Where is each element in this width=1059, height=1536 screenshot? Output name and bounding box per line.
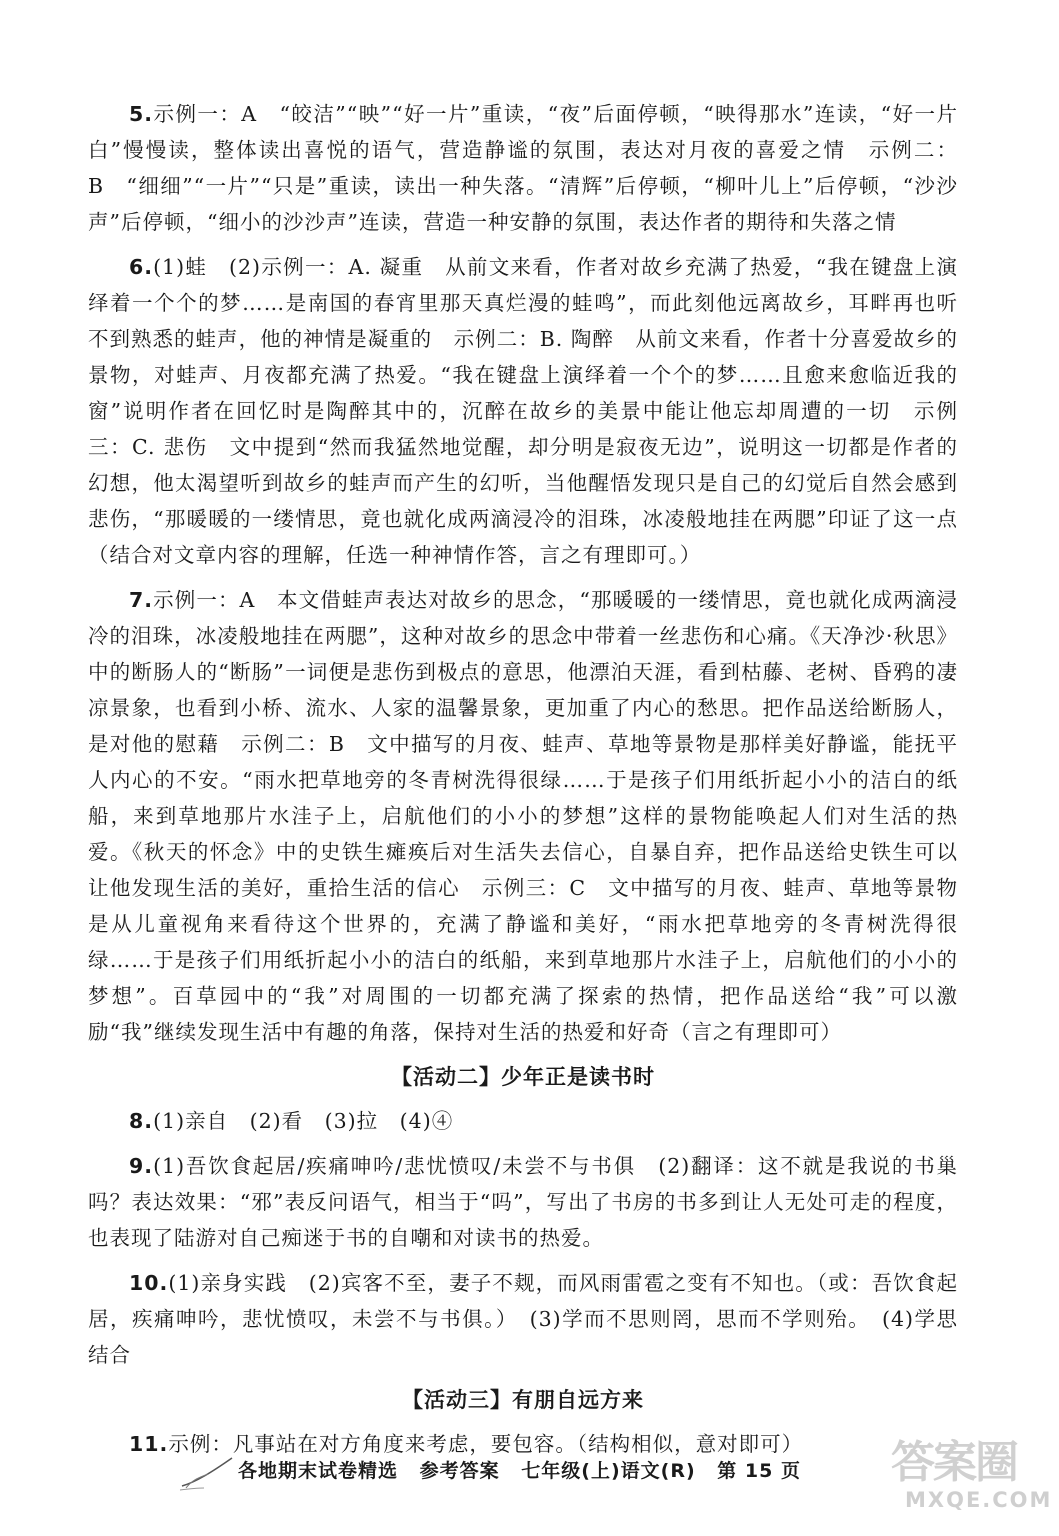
watermark-logo: 答案圈 xyxy=(891,1437,1017,1488)
answer-number: 8. xyxy=(129,1109,154,1133)
watermark-url: MXQE.COM xyxy=(905,1488,1053,1512)
footer-page-number: 第 15 页 xyxy=(717,1460,801,1482)
quill-icon xyxy=(178,1452,238,1492)
answer-text: 示例一：A “皎洁”“映”“好一片”重读，“夜”后面停顿，“映得那水”连读，“好一片白”慢慢读，整体读出喜悦的语气，营造静谧的氛围，表达对月夜的喜爱之情 示例二：B “细细”“一片”“只是”重读，读出一种失落。“清辉”后停顿，“柳叶儿上”后停顿，“沙沙声”后停顿，“细小的沙沙声”连读，营造一种安静的氛围，表达作者的期待和失落之情 xyxy=(88,102,958,234)
answer-number: 6. xyxy=(129,255,154,279)
answer-text: (1)吾饮食起居/疾痛呻吟/悲忧愤叹/未尝不与书俱 (2)翻译：这不就是我说的书巢吗？表达效果：“邪”表反问语气，相当于“吗”，写出了书房的书多到让人无处可走的程度，也表现了陆游对自己痴迷于书的自嘲和对读书的热爱。 xyxy=(88,1154,958,1250)
footer-grade: 七年级(上)语文(R) xyxy=(521,1460,696,1482)
answer-7 xyxy=(88,582,958,1050)
answer-5 xyxy=(88,96,958,240)
answer-text: 示例：凡事站在对方角度来考虑，要包容。（结构相似，意对即可） xyxy=(168,1432,804,1456)
answer-number: 7. xyxy=(129,588,154,612)
answer-text: (1)蛙 (2)示例一：A. 凝重 从前文来看，作者对故乡充满了热爱，“我在键盘上演绎着一个个的梦……是南国的春宵里那天真烂漫的蛙鸣”，而此刻他远离故乡，耳畔再也听不到熟悉的蛙声，他的神情是凝重的 示例二：B. 陶醉 从前文来看，作者十分喜爱故乡的景物，对蛙声、月夜都充满了热爱。“我在键盘上演绎着一个个的梦……且愈来愈临近我的窗”说明作者在回忆时是陶醉其中的，沉醉在故乡的美景中能让他忘却周遭的一切 示例三：C. 悲伤 文中提到“然而我猛然地觉醒，却分明是寂夜无边”，说明这一切都是作者的幻想，他太渴望听到故乡的蛙声而产生的幻听，当他醒悟发现只是自己的幻觉后自然会感到悲伤，“那暖暖的一缕情思，竟也就化成两滴浸冷的泪珠，冰凌般地挂在两腮”印证了这一点（结合对文章内容的理解，任选一种神情作答，言之有理即可。） xyxy=(88,255,958,567)
answer-number: 5. xyxy=(129,102,154,126)
answer-number: 9. xyxy=(129,1154,154,1178)
footer-section: 参考答案 xyxy=(419,1460,500,1482)
answer-text: 示例一：A 本文借蛙声表达对故乡的思念，“那暖暖的一缕情思，竟也就化成两滴浸冷的泪珠，冰凌般地挂在两腮”，这种对故乡的思念中带着一丝悲伤和心痛。《天净沙·秋思》中的断肠人的“断肠”一词便是悲伤到极点的意思，他漂泊天涯，看到枯藤、老树、昏鸦的凄凉景象，也看到小桥、流水、人家的温馨景象，更加重了内心的愁思。把作品送给断肠人，是对他的慰藉 示例二：B 文中描写的月夜、蛙声、草地等景物是那样美好静谧，能抚平人内心的不安。“雨水把草地旁的冬青树洗得很绿……于是孩子们用纸折起小小的洁白的纸船，来到草地那片水洼子上，启航他们的小小的梦想”这样的景物能唤起人们对生活的热爱。《秋天的怀念》中的史铁生瘫痪后对生活失去信心，自暴自弃，把作品送给史铁生可以让他发现生活的美好，重拾生活的信心 示例三：C 文中描写的月夜、蛙声、草地等景物是从儿童视角来看待这个世界的，充满了静谧和美好，“雨水把草地旁的冬青树洗得很绿……于是孩子们用纸折起小小的洁白的纸船，来到草地那片水洼子上，启航他们的小小的梦想”。百草园中的“我”对周围的一切都充满了探索的热情，把作品送给“我”可以激励“我”继续发现生活中有趣的角落，保持对生活的热爱和好奇（言之有理即可） xyxy=(88,588,958,1044)
footer-info xyxy=(238,1456,815,1483)
answer-8 xyxy=(88,1103,958,1139)
footer-book-title: 各地期末试卷精选 xyxy=(238,1460,399,1482)
answer-text: (1)亲自 (2)看 (3)拉 (4)④ xyxy=(153,1109,454,1133)
answer-6 xyxy=(88,249,958,573)
answer-text: (1)亲身实践 (2)宾客不至，妻子不觌，而风雨雷雹之变有不知也。（或：吾饮食起居，疾痛呻吟，悲忧愤叹，未尝不与书俱。） (3)学而不思则罔，思而不学则殆。 (4)学思结合 xyxy=(88,1271,958,1367)
answer-number: 10. xyxy=(129,1271,169,1295)
section-title-activity-2: 【活动二】少年正是读书时 xyxy=(391,1065,655,1089)
page-footer xyxy=(0,1432,1059,1536)
answer-number: 11. xyxy=(129,1432,169,1456)
answer-content xyxy=(88,96,958,1471)
answer-10 xyxy=(88,1265,958,1373)
section-title-activity-3: 【活动三】有朋自远方来 xyxy=(402,1388,644,1412)
answer-9 xyxy=(88,1148,958,1256)
watermark xyxy=(891,1437,1053,1530)
